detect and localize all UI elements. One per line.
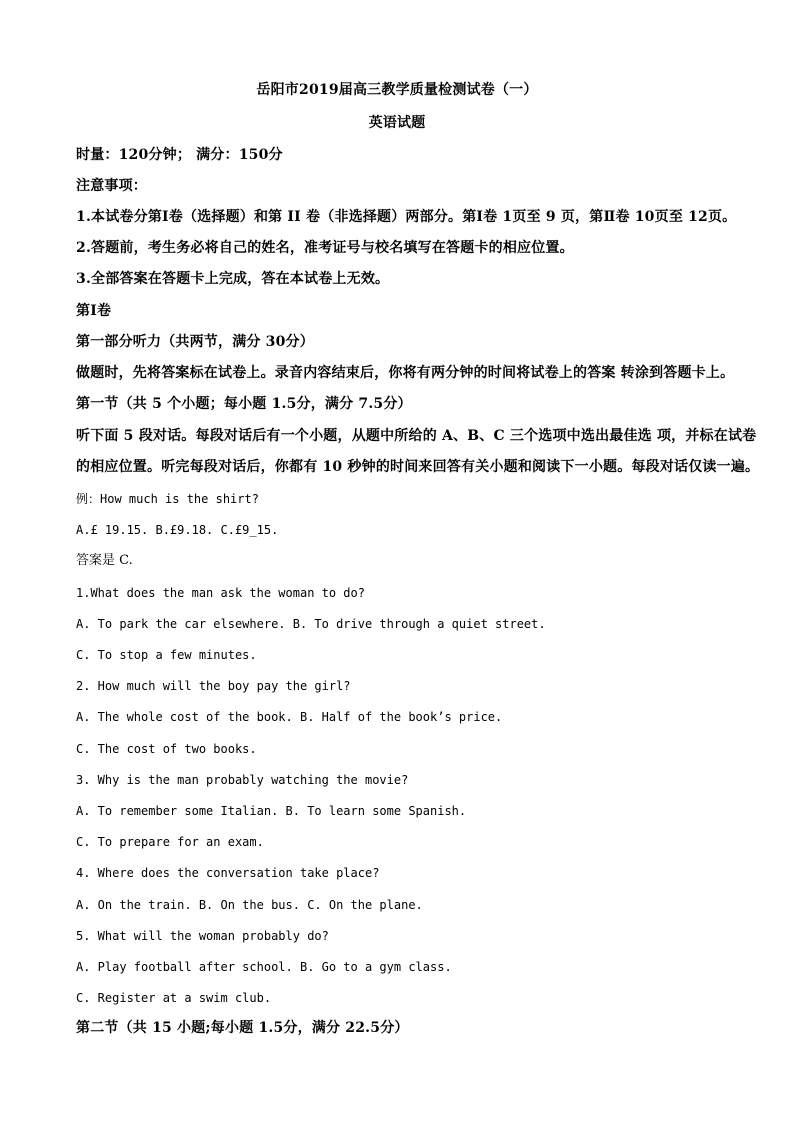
question-4: 4. Where does the conversation take place? bbox=[76, 866, 380, 880]
notes-heading: 注意事项： bbox=[76, 178, 147, 194]
question-2-options-ab: A. The whole cost of the book. B. Half of the book’s price. bbox=[76, 710, 503, 724]
time-score-info: 时量：120分钟； 满分：150分 bbox=[76, 147, 283, 163]
question-5: 5. What will the woman probably do? bbox=[76, 929, 329, 943]
section1-instruction-line2: 的相应位置。听完每段对话后，你都有 10 秒钟的时间来回答有关小题和阅读下一小题。每段对话仅读一遍。 bbox=[76, 459, 760, 475]
note-item-3: 3.全部答案在答题卡上完成，答在本试卷上无效。 bbox=[76, 271, 390, 287]
example-question: 例：How much is the shirt? bbox=[76, 492, 259, 506]
example-answer: 答案是 C. bbox=[76, 553, 133, 568]
section1-instruction-line1: 听下面 5 段对话。每段对话后有一个小题，从题中所给的 A、B、C 三个选项中选出最佳选 项，并标在试卷 bbox=[76, 428, 757, 444]
exam-subject: 英语试题 bbox=[368, 115, 426, 131]
part-heading: 第一部分听力（共两节，满分 30分） bbox=[76, 334, 314, 350]
volume-heading: 第Ⅰ卷 bbox=[76, 303, 112, 319]
section2-heading: 第二节（共 15 小题;每小题 1.5分，满分 22.5分） bbox=[76, 1020, 409, 1036]
section1-heading: 第一节（共 5 个小题；每小题 1.5分，满分 7.5分） bbox=[76, 396, 412, 412]
example-options: A.£ 19.15. B.£9.18. C.£9_15. bbox=[76, 523, 279, 537]
question-1-options-ab: A. To park the car elsewhere. B. To drive through a quiet street. bbox=[76, 617, 546, 631]
question-2: 2. How much will the boy pay the girl? bbox=[76, 679, 351, 693]
question-3: 3. Why is the man probably watching the movie? bbox=[76, 773, 409, 787]
note-item-2: 2.答题前，考生务必将自己的姓名，准考证号与校名填写在答题卡的相应位置。 bbox=[76, 240, 574, 256]
question-4-options: A. On the train. B. On the bus. C. On the plane. bbox=[76, 898, 423, 912]
question-3-option-c: C. To prepare for an exam. bbox=[76, 835, 264, 849]
question-5-option-c: C. Register at a swim club. bbox=[76, 991, 272, 1005]
question-2-option-c: C. The cost of two books. bbox=[76, 742, 257, 756]
note-item-1: 1.本试卷分第Ⅰ卷（选择题）和第 II 卷（非选择题）两部分。第Ⅰ卷 1页至 9 页，第Ⅱ卷 10页至 12页。 bbox=[76, 209, 737, 225]
exam-title: 岳阳市2019届高三教学质量检测试卷（一） bbox=[256, 82, 538, 98]
question-1: 1.What does the man ask the woman to do? bbox=[76, 586, 365, 600]
question-5-options-ab: A. Play football after school. B. Go to a gym class. bbox=[76, 960, 452, 974]
question-1-option-c: C. To stop a few minutes. bbox=[76, 648, 257, 662]
question-3-options-ab: A. To remember some Italian. B. To learn some Spanish. bbox=[76, 804, 467, 818]
part-instruction: 做题时，先将答案标在试卷上。录音内容结束后，你将有两分钟的时间将试卷上的答案 转涂到答题卡上。 bbox=[76, 365, 735, 381]
